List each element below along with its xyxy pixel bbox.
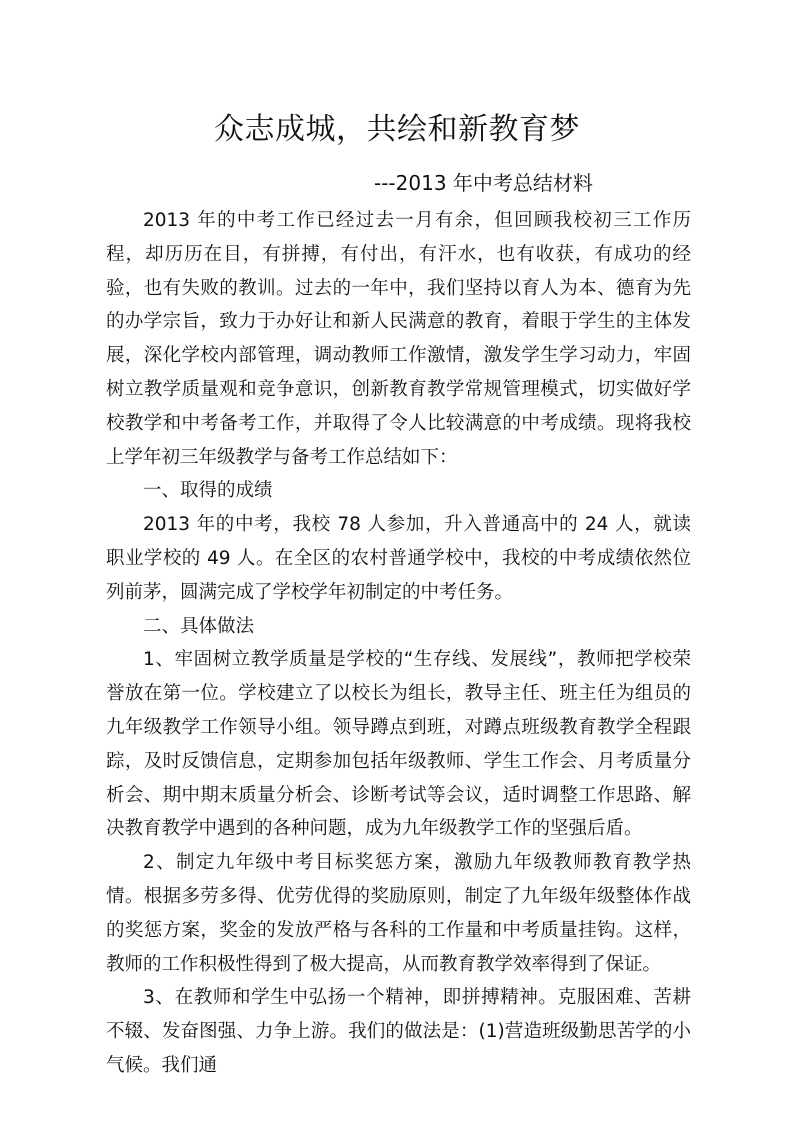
section-heading-results: 一、取得的成绩 (143, 480, 273, 502)
section-heading-methods: 二、具体做法 (143, 615, 255, 637)
document-body (106, 204, 691, 1083)
paragraph-intro: 2013 年的中考工作已经过去一月有余，但回顾我校初三工作历程，却历历在目，有拼搏，有付出，有汗水，也有收获，有成功的经验，也有失败的教训。过去的一年中，我们坚持以育人为本、德育为先的办学宗旨，致力于办好让和新人民满意的教育，着眼于学生的主体发展，深化学校内部管理，调动教师工作激情，激发学生学习动力，牢固树立教学质量观和竞争意识，创新教育教学常规管理模式，切实做好学校教学和中考备考工作，并取得了令人比较满意的中考成绩。现将我校上学年初三年级教学与备考工作总结如下： (106, 210, 691, 468)
paragraph-results: 2013 年的中考，我校 78 人参加，升入普通高中的 24 人，就读职业学校的 49 人。在全区的农村普通学校中，我校的中考成绩依然位列前茅，圆满完成了学校学年初制定的中考任务。 (106, 514, 691, 603)
paragraph-method-2: 2、制定九年级中考目标奖惩方案，激励九年级教师教育教学热情。根据多劳多得、优劳优得的奖励原则，制定了九年级年级整体作战的奖惩方案，奖金的发放严格与各科的工作量和中考质量挂钩。这样，教师的工作积极性得到了极大提高，从而教育教学效率得到了保证。 (106, 852, 691, 975)
paragraph-method-3: 3、在教师和学生中弘扬一个精神，即拼搏精神。克服困难、苦耕不辍、发奋图强、力争上游。我们的做法是：(1)营造班级勤思苦学的小气候。我们通 (106, 987, 691, 1076)
document-subtitle: ---2013 年中考总结材料 (374, 171, 593, 195)
document-title: 众志成城，共绘和新教育梦 (214, 112, 580, 147)
paragraph-method-1: 1、牢固树立教学质量是学校的“生存线、发展线”，教师把学校荣誉放在第一位。学校建立了以校长为组长，教导主任、班主任为组员的九年级教学工作领导小组。领导蹲点到班，对蹲点班级教育教学全程跟踪，及时反馈信息，定期参加包括年级教师、学生工作会、月考质量分析会、期中期末质量分析会、诊断考试等会议，适时调整工作思路、解决教育教学中遇到的各种问题，成为九年级教学工作的坚强后盾。 (106, 649, 691, 840)
